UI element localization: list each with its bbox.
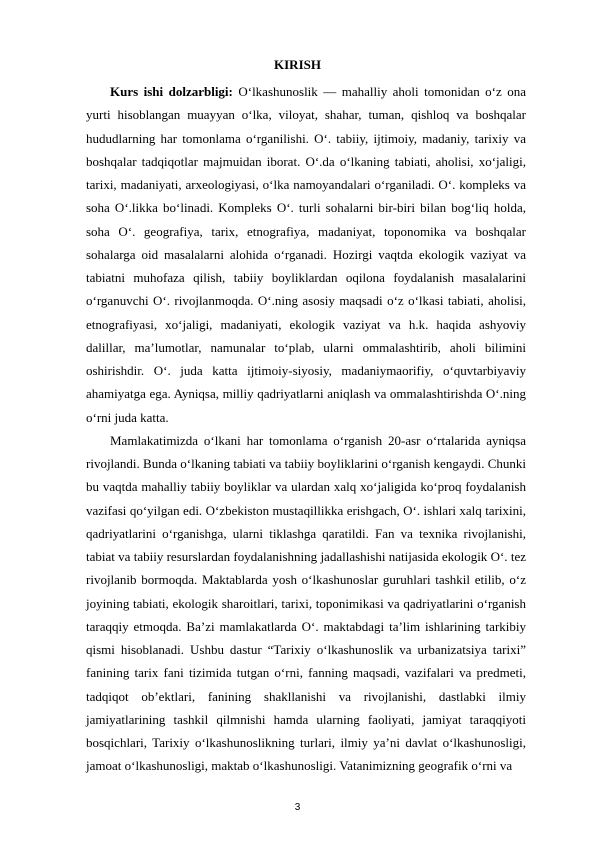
paragraph-text: O‘lkashunoslik — mahalliy aholi tomonidan o‘z ona yurti hisoblangan muayyan o‘lka, viloyat, shahar, tuman, qishloq va boshqalar hududlarning har tomonlama o‘rganilishi. O‘. tabiiy, ijtimoiy, madaniy, tarixiy va boshqalar tadqiqotlar majmuidan iborat. O‘.da o‘lkaning tabiati, aholisi, xo‘jaligi, tarixi, madaniyati, arxeologiyasi, o‘lka namoyandalari o‘rganiladi. O‘. kompleks va soha O‘.likka bo‘linadi. Kompleks O‘. turli sohalarni bir-biri bilan bog‘liq holda, soha O‘. geografiya, tarix, etnografiya, madaniyat, toponomika va boshqalar sohalarga oid masalalarni alohida o‘rganadi. Hozirgi vaqtda ekologik vaziyat va tabiatni muhofaza qilish, tabiiy boyliklardan oqilona foydalanish masalalarini o‘rganuvchi O‘. rivojlanmoqda. O‘.ning asosiy maqsadi o‘z o‘lkasi tabiati, aholisi, etnografiyasi, xo‘jaligi, madaniyati, ekologik vaziyat va h.k. haqida ashyoviy dalillar, ma’lumotlar, namunalar to‘plab, ularni ommalashtirib, aholi bilimini oshirishdir. O‘. juda katta ijtimoiy-siyosiy, madaniymaorifiy, o‘quvtarbiyaviy ahamiyatga ega. Ayniqsa, milliy qadriyatlarni aniqlash va ommalashtirishda O‘.ning o‘rni juda katta. — [86, 84, 526, 425]
body-text — [86, 80, 526, 778]
paragraph-relevance — [86, 80, 526, 429]
paragraph-history — [86, 429, 526, 778]
paragraph-lead-label: Kurs ishi dolzarbligi: — [110, 84, 233, 99]
paragraph-text: Mamlakatimizda o‘lkani har tomonlama o‘rganish 20-asr o‘rtalarida ayniqsa rivojlandi. Bunda o‘lkaning tabiati va tabiiy boyliklarini o‘rganish kengaydi. Chunki bu vaqtda mahalliy tabiiy boyliklar va ulardan xalq xo‘jaligida ko‘proq foydalanish vazifasi qo‘yilgan edi. O‘zbekiston mustaqillikka erishgach, O‘. ishlari xalq tarixini, qadriyatlarini o‘rganishga, ularni tiklashga qaratildi. Fan va texnika rivojlanishi, tabiat va tabiiy resurslardan foydalanishning jadallashishi natijasida ekologik O‘. tez rivojlanib bormoqda. Maktablarda yosh o‘lkashunoslar guruhlari tashkil etilib, o‘z joyining tabiati, ekologik sharoitlari, tarixi, toponimikasi va qadriyatlarini o‘rganish taraqqiy etmoqda. Ba’zi mamlakatlarda O‘. maktabdagi ta’lim ishlarining tarkibiy qismi hisoblanadi. Ushbu dastur “Tarixiy o‘lkashunoslik va urbanizatsiya tarixi” fanining tarix fani tizimida tutgan o‘rni, fanning maqsadi, vazifalari va predmeti, tadqiqot ob’ektlari, fanining shakllanishi va rivojlanishi, dastlabki ilmiy jamiyatlarining tashkil qilmnishi hamda ularning faoliyati, jamiyat taraqqiyoti bosqichlari, Tarixiy o‘lkashunoslikning turlari, ilmiy ya’ni davlat o‘lkashunosligi, jamoat o‘lkashunosligi, maktab o‘lkashunosligi. Vatanimizning geografik o‘rni va — [86, 432, 526, 774]
page-number: 3 — [294, 802, 301, 813]
section-heading: KIRISH — [274, 57, 321, 72]
